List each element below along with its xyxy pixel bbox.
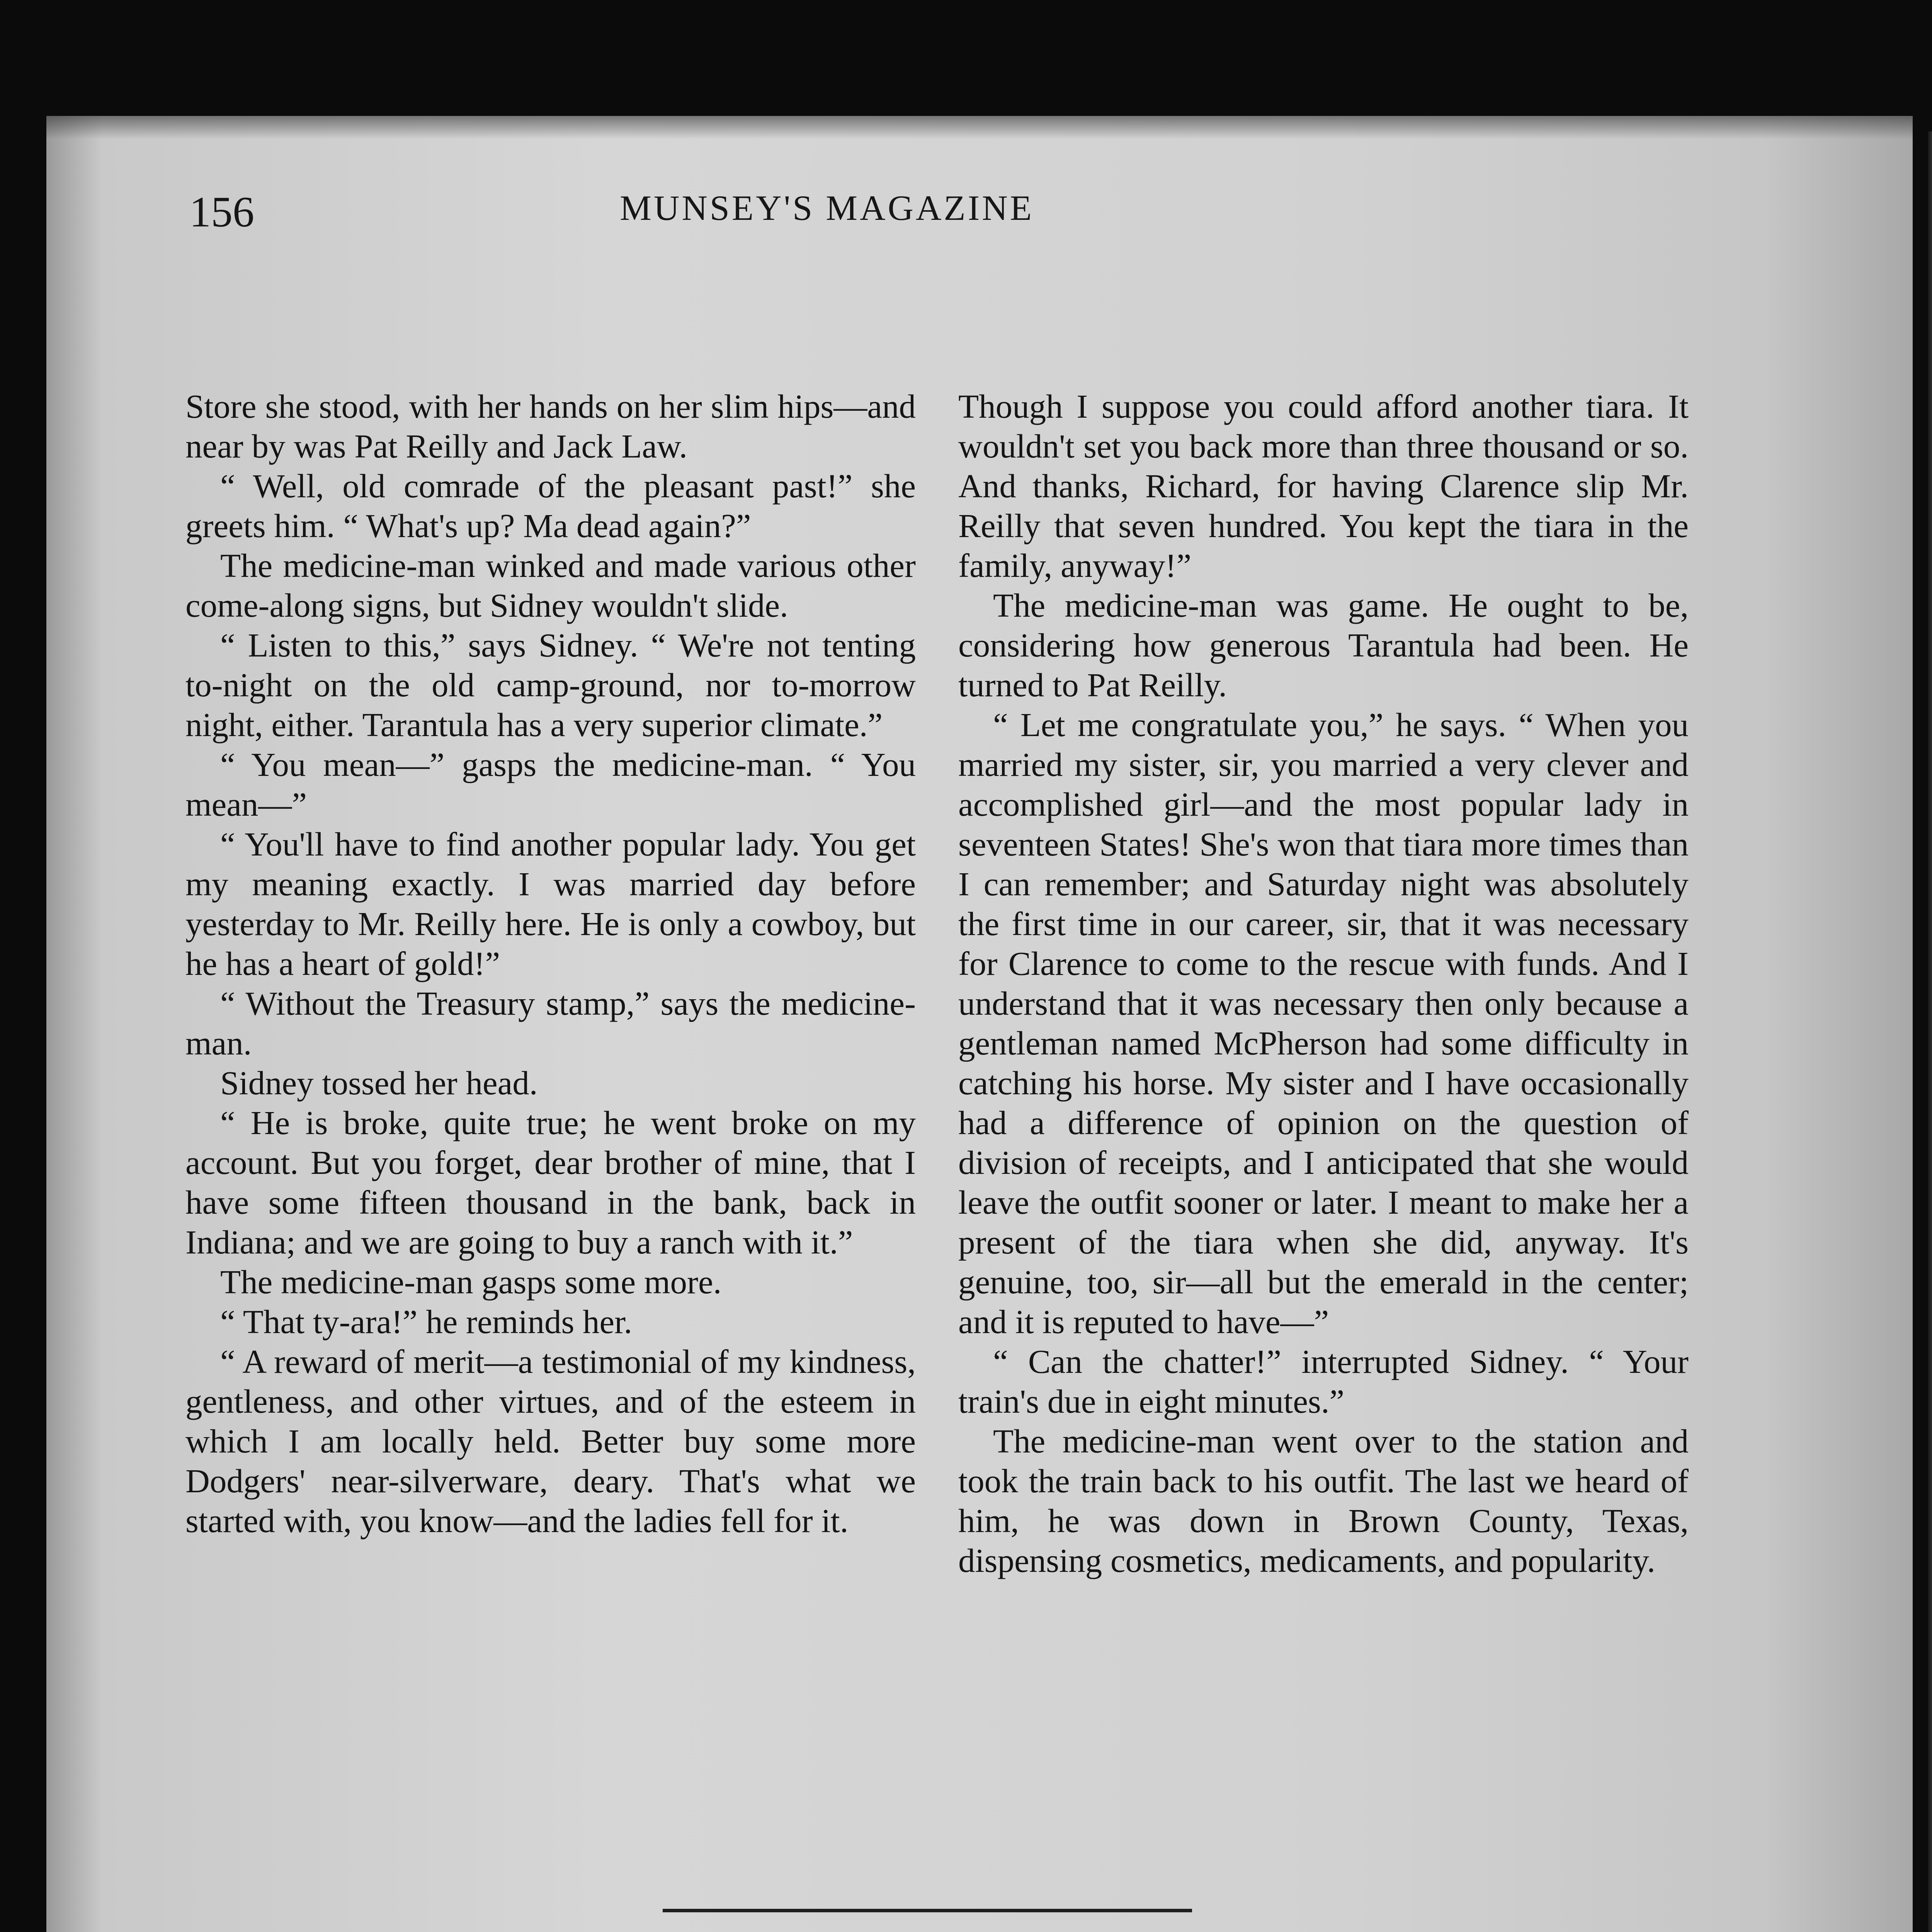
paragraph: “ Well, old comrade of the pleasant past!” she greets him. “ What's up? Ma dead again?” — [185, 467, 916, 544]
paragraph: The medicine-man gasps some more. — [220, 1263, 722, 1301]
paragraph: “ That ty-ara!” he reminds her. — [220, 1303, 633, 1340]
page-header — [147, 187, 1291, 245]
adjacent-page-edge — [1928, 131, 1932, 1932]
paragraph: “ You'll have to find another popular lady. You get my meaning exactly. I was married day before yesterday to Mr. Reilly here. He is only a cowboy, but he has a heart of gold!” — [185, 825, 916, 982]
paragraph: “ Let me congratulate you,” he says. “ When you married my sister, sir, you married a very clever and accomplished girl—and the most popular lady in seventeen States! She's won that tiara more times than I can remember; and Saturday night was absolutely the first time in our career, sir, that it was necessary for Clarence to come to the rescue with funds. And I understand that it was necessary then only because a gentleman named McPherson had some difficulty in catching his horse. My sister and I have occasionally had a difference of opinion on the question of division of receipts, and I anticipated that she would leave the outfit sooner or later. I meant to make her a present of the tiara when she did, anyway. It's genuine, too, sir—all but the emerald in the center; and it is reputed to have—” — [958, 706, 1689, 1340]
paragraph: “ You mean—” gasps the medicine-man. “ You mean—” — [185, 746, 916, 823]
paragraph: Sidney tossed her head. — [220, 1064, 538, 1102]
paragraph: “ Without the Treasury stamp,” says the medicine-man. — [185, 985, 916, 1062]
page-shadow-edge — [46, 116, 1913, 139]
page-number: 156 — [189, 188, 254, 236]
paragraph: “ A reward of merit—a testimonial of my kindness, gentleness, and other virtues, and of the esteem in which I am locally held. Better buy some more Dodgers' near-silverware, deary. That's what we started with, you know—and the ladies fell for it. — [185, 1343, 916, 1539]
paragraph: “ He is broke, quite true; he went broke on my account. But you forget, dear brother of mine, that I have some fifteen thousand in the bank, back in Indiana; and we are going to buy a ranch with it.” — [185, 1104, 916, 1261]
paragraph: The medicine-man went over to the station and took the train back to his outfit. The last we heard of him, he was down in Brown County, Texas, dispensing cosmetics, medicaments, and popularity. — [958, 1422, 1689, 1579]
story-column-right — [958, 386, 1689, 1580]
magazine-title: MUNSEY'S MAGAZINE — [620, 188, 1034, 228]
story-column-left — [185, 386, 916, 1541]
paragraph: The medicine-man winked and made various other come-along signs, but Sidney wouldn't slide. — [185, 547, 916, 624]
paragraph: Store she stood, with her hands on her slim hips—and near by was Pat Reilly and Jack Law. — [185, 388, 916, 465]
paragraph: “ Can the chatter!” interrupted Sidney. “ Your train's due in eight minutes.” — [958, 1343, 1689, 1420]
paragraph: Though I suppose you could afford another tiara. It wouldn't set you back more than three thousand or so. And thanks, Richard, for having Clarence slip Mr. Reilly that seven hundred. You kept the tiara in the family, anyway!” — [958, 388, 1689, 584]
paragraph: “ Listen to this,” says Sidney. “ We're not tenting to-night on the old camp-ground, nor to-morrow night, either. Tarantula has a very superior climate.” — [185, 626, 916, 743]
section-divider — [663, 1909, 1192, 1912]
paragraph: The medicine-man was game. He ought to be, considering how generous Tarantula had been. He turned to Pat Reilly. — [958, 587, 1689, 704]
